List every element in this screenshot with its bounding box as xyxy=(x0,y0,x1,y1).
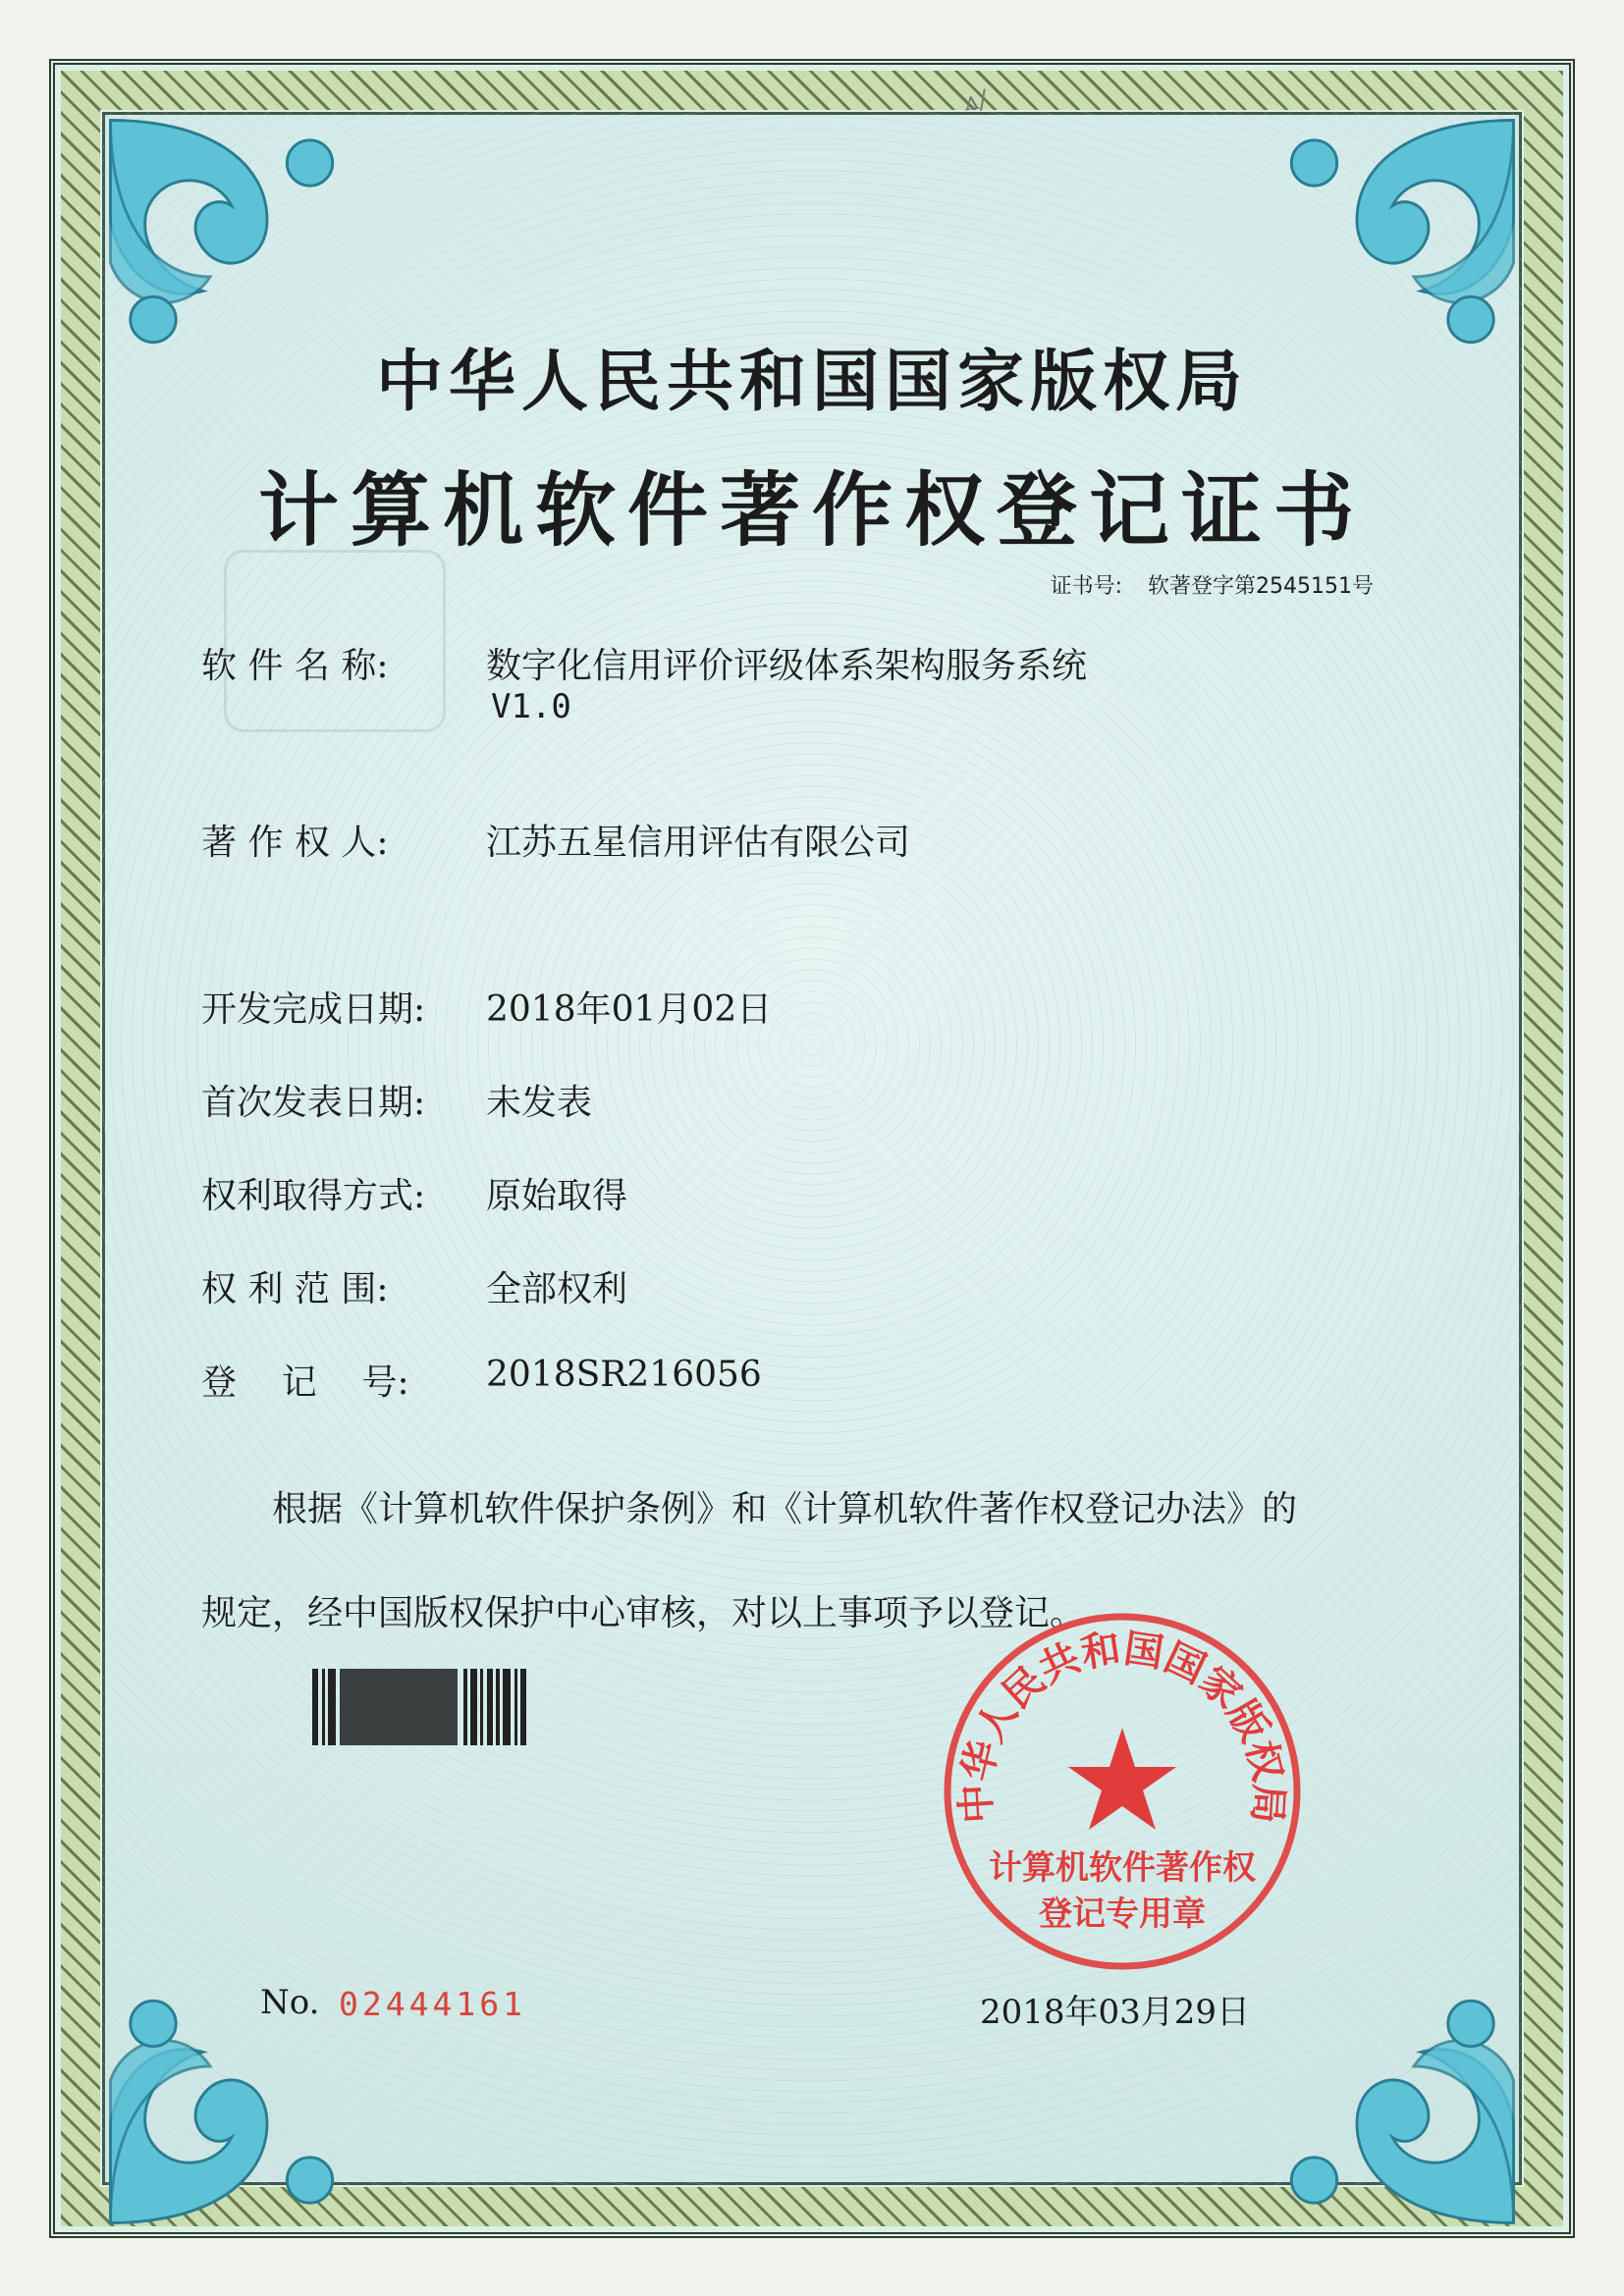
field-completion-date xyxy=(201,982,772,1032)
field-value: 江苏五星信用评估有限公司 xyxy=(486,823,911,863)
field-value: 数字化信用评价评级体系架构服务系统 xyxy=(486,646,1088,686)
field-label: 权利取得方式: xyxy=(201,1176,426,1216)
issuing-agency: 中华人民共和国国家版权局 xyxy=(375,343,1248,421)
seal-line-1: 计算机软件著作权 xyxy=(989,1848,1256,1888)
statement-line-2: 规定，经中国版权保护中心审核，对以上事项予以登记。 xyxy=(201,1593,1086,1633)
handwritten-mark: ʌ/ xyxy=(962,84,990,118)
official-seal xyxy=(941,1610,1304,1973)
certificate-number-label: 证书号: xyxy=(1050,574,1123,599)
field-label: 首次发表日期: xyxy=(201,1083,426,1123)
qr-code xyxy=(340,1669,458,1745)
field-label: 软 件 名 称: xyxy=(201,646,389,686)
corner-ornament-bottom-right xyxy=(1243,1952,1528,2237)
field-first-publication-date xyxy=(201,1075,592,1125)
certificate-title: 计算机软件著作权登记证书 xyxy=(257,463,1366,558)
field-rights-scope xyxy=(201,1261,627,1311)
serial-label: No. xyxy=(260,1983,320,2022)
certificate-number-value: 软著登字第2545151号 xyxy=(1148,574,1374,599)
field-copyright-owner xyxy=(201,815,910,865)
serial-number: 02444161 xyxy=(339,1985,526,2023)
barcode xyxy=(312,1669,536,1745)
field-value: 原始取得 xyxy=(486,1176,628,1216)
field-value: 全部权利 xyxy=(486,1269,628,1309)
seal-line-2: 登记专用章 xyxy=(1039,1895,1206,1934)
field-value: 2018年01月02日 xyxy=(486,989,773,1030)
field-value: 未发表 xyxy=(486,1083,593,1123)
field-label: 登 记 号: xyxy=(201,1362,409,1403)
field-label: 开发完成日期: xyxy=(201,989,426,1030)
seal-arc-text: 中华人民共和国国家版权局 xyxy=(953,1626,1291,1825)
field-label: 权 利 范 围: xyxy=(201,1269,389,1309)
statement-line-1: 根据《计算机软件保护条例》和《计算机软件著作权登记办法》的 xyxy=(272,1489,1298,1529)
issue-date: 2018年03月29日 xyxy=(980,1993,1251,2032)
certificate-number xyxy=(1051,569,1374,600)
field-label: 著 作 权 人: xyxy=(201,823,389,863)
field-registration-number xyxy=(201,1355,762,1405)
field-value: 2018SR216056 xyxy=(486,1355,762,1395)
field-acquisition-method xyxy=(201,1168,627,1218)
seal-star-icon xyxy=(1068,1728,1176,1830)
field-software-name xyxy=(201,638,1087,688)
field-software-version: V1.0 xyxy=(491,687,571,726)
